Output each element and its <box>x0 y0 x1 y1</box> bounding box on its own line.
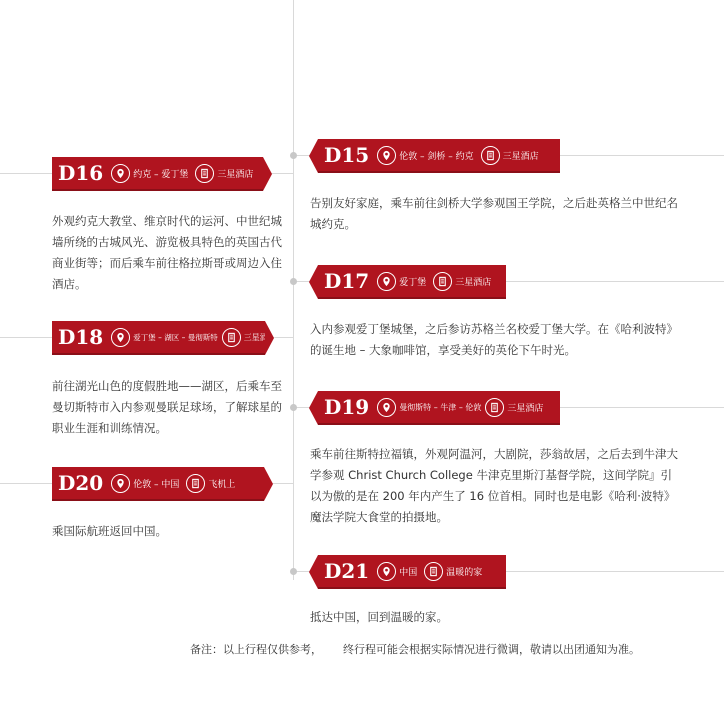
day-banner-d16 <box>52 157 263 191</box>
location-pin-icon <box>377 146 396 165</box>
route-label: 中国 <box>399 567 418 578</box>
hotel-label: 飞机上 <box>208 479 236 490</box>
location-pin-icon <box>111 474 130 493</box>
day-number: D18 <box>58 325 104 349</box>
hotel-building-icon <box>186 474 205 493</box>
day-banner-d19 <box>318 391 560 425</box>
day-number: D20 <box>58 471 104 495</box>
day-banner-d15 <box>318 139 560 173</box>
day-description-d16: 外观约克大教堂、维京时代的运河、中世纪城墙所绕的古城风光、游览极具特色的英国古代商业街等；而后乘车前往格拉斯哥或周边入住酒店。 <box>52 214 282 291</box>
hotel-label: 三星酒店 <box>217 169 254 180</box>
hotel-building-icon <box>481 146 500 165</box>
hotel-label: 三星酒店 <box>507 403 544 414</box>
footnote: 备注：以上行程仅供参考， 终行程可能会根据实际情况进行微调，敬请以出团通知为准。 <box>190 643 640 656</box>
timeline-axis <box>293 0 294 580</box>
day-description-d19: 乘车前往斯特拉福镇，外观阿温河，大剧院，莎翁故居，之后去到牛津大学参观 Christ Church College 牛津克里斯汀基督学院，这间学院』引以为傲的是在 200 年内产生了 16 位首相。同时也是电影《哈利·波特》魔法学院大食堂的拍摄地。 <box>310 447 678 524</box>
timeline-dot <box>290 152 297 159</box>
location-pin-icon <box>111 164 130 183</box>
day-description-d15: 告别友好家庭，乘车前往剑桥大学参观国王学院，之后赴英格兰中世纪名城约克。 <box>310 196 678 231</box>
hotel-label: 温暖的家 <box>446 567 483 578</box>
route-label: 曼彻斯特 – 牛津 – 伦敦 <box>399 402 482 412</box>
day-banner-d17 <box>318 265 506 299</box>
hotel-label: 三星酒店 <box>502 151 539 162</box>
day-banner-d20 <box>52 467 264 501</box>
location-pin-icon <box>377 272 396 291</box>
route-label: 爱丁堡 <box>399 277 427 288</box>
location-pin-icon <box>111 328 130 347</box>
day-number: D19 <box>324 395 370 419</box>
timeline-dot <box>290 404 297 411</box>
day-number: D16 <box>58 161 104 185</box>
route-label: 伦敦 – 剑桥 – 约克 <box>399 151 474 162</box>
day-banner-d21 <box>318 555 506 589</box>
hotel-building-icon <box>195 164 214 183</box>
location-pin-icon <box>377 562 396 581</box>
day-description-d18: 前往湖光山色的度假胜地——湖区，后乘车至曼切斯特市入内参观曼联足球场，了解球星的职业生涯和训练情况。 <box>52 379 282 435</box>
hotel-building-icon <box>222 328 241 347</box>
day-description-d21: 抵达中国，回到温暖的家。 <box>310 610 448 624</box>
route-label: 伦敦 – 中国 <box>133 479 180 490</box>
day-number: D15 <box>324 143 370 167</box>
day-description-d17: 入内参观爱丁堡城堡，之后参访苏格兰名校爱丁堡大学。在《哈利波特》的诞生地 – 大象咖啡馆，享受美好的英伦下午时光。 <box>310 322 678 357</box>
day-banner-d18 <box>52 321 276 355</box>
day-number: D21 <box>324 559 370 583</box>
hotel-label: 三星酒店 <box>455 277 492 288</box>
hotel-building-icon <box>485 398 504 417</box>
timeline-dot <box>290 278 297 285</box>
location-pin-icon <box>377 398 396 417</box>
hotel-label: 三星酒店 <box>243 332 276 342</box>
hotel-building-icon <box>433 272 452 291</box>
day-number: D17 <box>324 269 370 293</box>
timeline-dot <box>290 568 297 575</box>
route-label: 约克 – 爱丁堡 <box>133 169 189 180</box>
day-description-d20: 乘国际航班返回中国。 <box>52 524 167 538</box>
route-label: 爱丁堡 – 湖区 – 曼彻斯特 <box>133 332 218 342</box>
hotel-building-icon <box>424 562 443 581</box>
